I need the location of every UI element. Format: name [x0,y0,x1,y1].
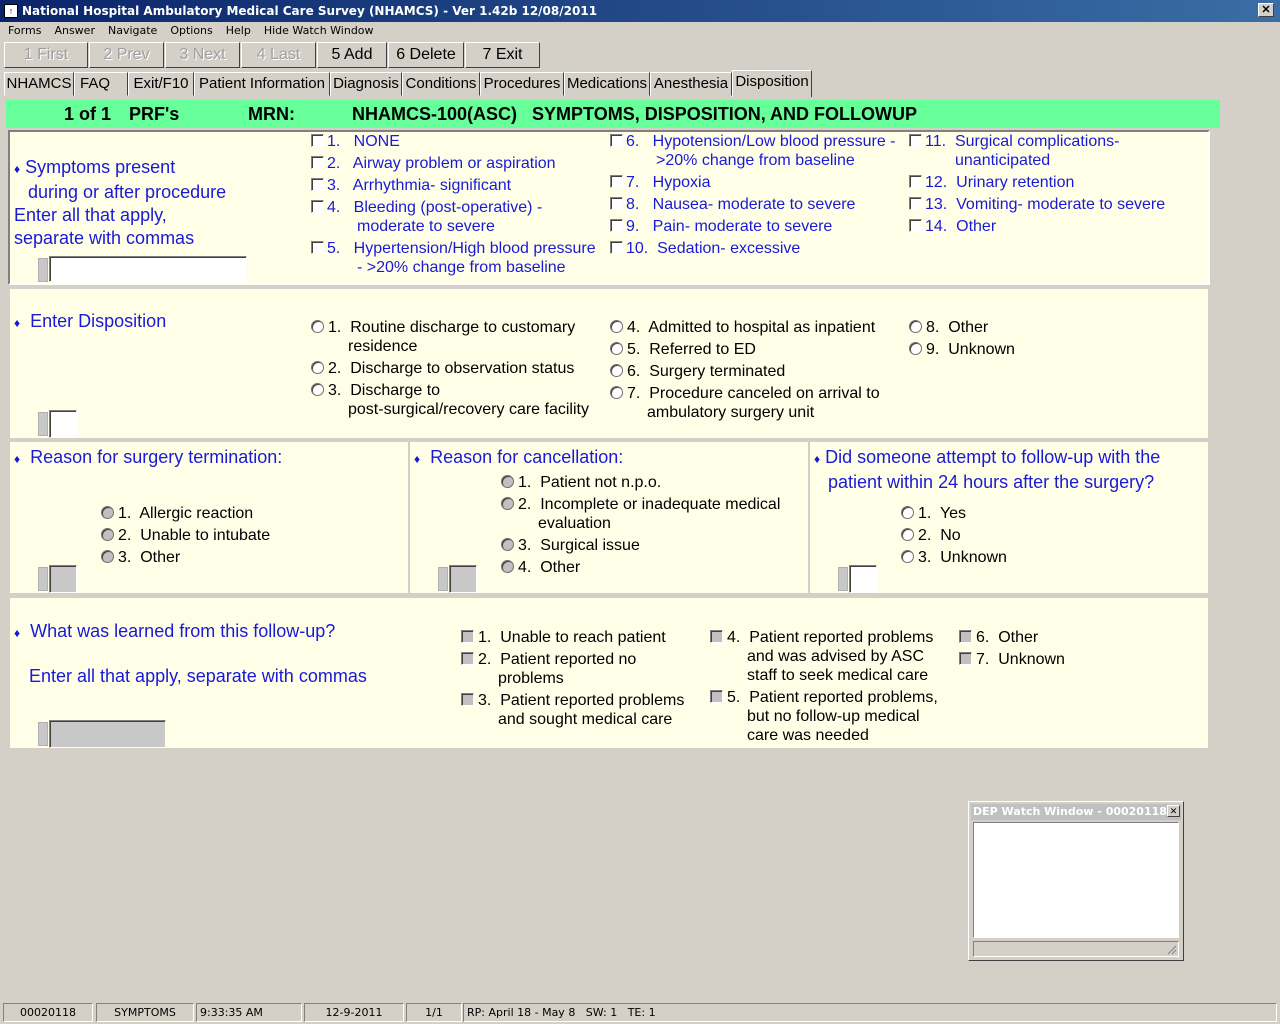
radio-button[interactable] [311,383,324,396]
bullet-icon: ♦ [14,452,21,466]
radio-button[interactable] [610,364,623,377]
tab-disposition[interactable]: Disposition [732,70,812,97]
disposition-option-8: 8. Other [926,319,989,336]
symptom-option-11: 11. Surgical complications- [925,133,1120,150]
disposition-option-7: 7. Procedure canceled on arrival to [627,385,880,402]
disposition-option-1-cont: residence [348,338,418,355]
cancellation-q-text: Reason for cancellation: [430,447,624,467]
cancellation-input[interactable] [449,565,477,593]
radio-button[interactable] [610,342,623,355]
checkbox[interactable] [909,134,922,147]
termination-spinner[interactable] [38,567,48,591]
disposition-option-1: 1. Routine discharge to customary [328,319,576,336]
termination-option-3: 3. Other [118,549,181,566]
tab-faq[interactable]: FAQ [74,72,128,96]
form-header [6,100,1220,128]
termination-option-2: 2. Unable to intubate [118,527,271,544]
prfs-label: PRF's [129,104,180,124]
checkbox[interactable] [610,241,623,254]
symptoms-question [14,156,226,250]
disposition-input[interactable] [49,410,77,438]
checkbox[interactable] [311,200,324,213]
checkbox[interactable] [311,134,324,147]
cancellation-question [414,446,623,471]
disposition-option-4: 4. Admitted to hospital as inpatient [627,319,876,336]
checkbox[interactable] [461,652,474,665]
symptom-option-4-cont: moderate to severe [357,218,495,235]
learned-hint: Enter all that apply, separate with commas [29,666,367,686]
disposition-question [14,310,166,335]
radio-button[interactable] [101,550,114,563]
add-button[interactable]: 5 Add [317,42,387,68]
checkbox[interactable] [710,630,723,643]
learned-option-5-cont2: care was needed [747,727,869,744]
followup-option-yes: 1. Yes [918,505,967,522]
radio-button[interactable] [311,320,324,333]
learned-option-1: 1. Unable to reach patient [478,629,666,646]
learned-option-2-cont: problems [498,670,564,687]
menu-options[interactable]: Options [170,24,213,37]
checkbox[interactable] [610,134,623,147]
radio-button[interactable] [501,475,514,488]
radio-button[interactable] [909,342,922,355]
symptom-option-3: 3. Arrhythmia- significant [327,177,512,194]
prev-button[interactable]: 2 Prev [89,42,164,68]
learned-q-text: What was learned from this follow-up? [30,621,336,641]
menu-answer[interactable]: Answer [54,24,95,37]
window-close-button[interactable]: ✕ [1258,3,1274,17]
learned-spinner[interactable] [38,722,48,746]
watch-window-title[interactable]: DEP Watch Window - 00020118 [971,804,1181,820]
first-button[interactable]: 1 First [4,42,88,68]
symptom-option-12: 12. Urinary retention [925,174,1075,191]
disposition-option-6: 6. Surgery terminated [627,363,786,380]
symptoms-spinner[interactable] [38,258,48,282]
status-date: 12-9-2011 [304,1003,404,1022]
symptom-option-4: 4. Bleeding (post-operative) - [327,199,543,216]
symptom-option-9: 9. Pain- moderate to severe [626,218,833,235]
radio-button[interactable] [901,506,914,519]
checkbox[interactable] [311,156,324,169]
watch-window-status [973,941,1179,957]
status-record: 1/1 [406,1003,462,1022]
symptom-option-11-cont: unanticipated [955,152,1051,169]
form-title: NHAMCS-100(ASC) SYMPTOMS, DISPOSITION, AND FOLLOWUP [352,104,918,124]
watch-window[interactable] [968,801,1184,961]
disposition-option-3-cont: post-surgical/recovery care facility [348,401,589,418]
learned-option-2: 2. Patient reported no [478,651,637,668]
symptom-option-10: 10. Sedation- excessive [626,240,801,257]
disposition-option-5: 5. Referred to ED [627,341,756,358]
symptom-option-6-cont: >20% change from baseline [656,152,855,169]
disposition-panel [10,289,1208,438]
delete-button[interactable]: 6 Delete [388,42,464,68]
checkbox[interactable] [610,175,623,188]
radio-button[interactable] [501,538,514,551]
status-section: SYMPTOMS [96,1003,194,1022]
disposition-spinner[interactable] [38,412,48,436]
termination-input[interactable] [49,565,77,593]
followup-option-no: 2. No [918,527,961,544]
followup-option-unknown: 3. Unknown [918,549,1007,566]
disposition-option-9: 9. Unknown [926,341,1015,358]
radio-button[interactable] [901,528,914,541]
tab-conditions[interactable]: Conditions [402,72,480,96]
status-time: 9:33:35 AM [196,1003,302,1022]
symptom-option-2: 2. Airway problem or aspiration [327,155,556,172]
symptoms-q-line2: during or after procedure [28,182,227,202]
app-icon: ↑ [4,4,18,18]
checkbox[interactable] [959,630,972,643]
checkbox[interactable] [311,178,324,191]
cancellation-option-2-cont: evaluation [538,515,611,532]
symptom-option-5-cont: - >20% change from baseline [357,259,566,276]
symptoms-input[interactable] [49,256,247,282]
menu-help[interactable]: Help [225,24,251,37]
symptoms-q-line1: Symptoms present [25,157,176,177]
tab-procedures[interactable]: Procedures [480,72,564,96]
radio-button[interactable] [101,506,114,519]
radio-button[interactable] [909,320,922,333]
menu-navigate[interactable]: Navigate [107,24,158,37]
window-titlebar[interactable]: National Hospital Ambulatory Medical Care Survey (NHAMCS) - Ver 1.42b 12/08/2011 [0,0,1280,22]
symptom-option-1: 1. NONE [327,133,400,150]
symptom-option-6: 6. Hypotension/Low blood pressure - [626,133,896,150]
tab-exit-f10[interactable]: Exit/F10 [128,72,194,96]
disposition-q-text: Enter Disposition [30,311,167,331]
learned-option-6: 6. Other [976,629,1039,646]
checkbox[interactable] [710,690,723,703]
learned-question [14,620,335,645]
record-counter: 1 of 1 [64,104,112,124]
checkbox[interactable] [909,197,922,210]
watch-window-close-icon[interactable]: ✕ [1167,805,1180,817]
checkbox[interactable] [461,630,474,643]
next-button[interactable]: 3 Next [165,42,240,68]
checkbox[interactable] [461,693,474,706]
last-button[interactable]: 4 Last [241,42,316,68]
status-info: RP: April 18 - May 8 SW: 1 TE: 1 [463,1003,1277,1022]
mrn-label: MRN: [248,104,295,124]
checkbox[interactable] [311,241,324,254]
radio-button[interactable] [901,550,914,563]
followup-q-line1: Did someone attempt to follow-up with the [825,447,1161,467]
cancellation-spinner[interactable] [438,567,448,591]
symptom-option-8: 8. Nausea- moderate to severe [626,196,856,213]
learned-option-5-cont1: but no follow-up medical [747,708,920,725]
learned-option-4-cont1: and was advised by ASC [747,648,924,665]
checkbox[interactable] [909,219,922,232]
symptom-option-13: 13. Vomiting- moderate to severe [925,196,1166,213]
disposition-option-7-cont: ambulatory surgery unit [647,404,815,421]
cancellation-option-4: 4. Other [518,559,581,576]
symptom-option-7: 7. Hypoxia [626,174,711,191]
radio-button[interactable] [610,386,623,399]
radio-button[interactable] [501,560,514,573]
followup-input[interactable] [849,565,877,593]
checkbox[interactable] [909,175,922,188]
menu-bar [0,22,1280,40]
radio-button[interactable] [101,528,114,541]
checkbox[interactable] [610,219,623,232]
symptoms-q-line4: separate with commas [14,228,195,248]
bullet-icon: ♦ [414,452,421,466]
termination-option-1: 1. Allergic reaction [118,505,254,522]
radio-button[interactable] [501,497,514,510]
learned-input[interactable] [49,720,166,748]
disposition-option-3: 3. Discharge to [328,382,441,399]
radio-button[interactable] [311,361,324,374]
bullet-icon: ♦ [814,452,821,466]
followup-q-line2: patient within 24 hours after the surgery? [828,472,1155,492]
learned-option-3: 3. Patient reported problems [478,692,685,709]
checkbox[interactable] [959,652,972,665]
bullet-icon: ♦ [14,626,21,640]
checkbox[interactable] [610,197,623,210]
resize-grip-icon[interactable] [1166,944,1177,955]
learned-option-3-cont: and sought medical care [498,711,673,728]
status-case-id: 00020118 [3,1003,93,1022]
termination-question [14,446,282,471]
cancellation-option-3: 3. Surgical issue [518,537,640,554]
tab-diagnosis[interactable]: Diagnosis [330,72,402,96]
exit-button[interactable]: 7 Exit [465,42,540,68]
symptoms-q-line3: Enter all that apply, [14,205,167,225]
cancellation-option-1: 1. Patient not n.p.o. [518,474,662,491]
learned-option-4: 4. Patient reported problems [727,629,934,646]
bullet-icon: ♦ [14,162,21,176]
menu-forms[interactable]: Forms [8,24,42,37]
symptom-option-5: 5. Hypertension/High blood pressure [327,240,596,257]
learned-option-4-cont2: staff to seek medical care [747,667,929,684]
tab-nhamcs[interactable]: NHAMCS [4,72,74,96]
termination-q-text: Reason for surgery termination: [30,447,283,467]
menu-hide-watch-window[interactable]: Hide Watch Window [263,24,374,37]
symptom-option-14: 14. Other [925,218,997,235]
tab-anesthesia[interactable]: Anesthesia [650,72,732,96]
bullet-icon: ♦ [14,316,21,330]
followup-spinner[interactable] [838,567,848,591]
cancellation-option-2: 2. Incomplete or inadequate medical [518,496,781,513]
radio-button[interactable] [610,320,623,333]
watch-window-body [973,822,1179,938]
disposition-option-2: 2. Discharge to observation status [328,360,575,377]
tab-patient-information[interactable]: Patient Information [194,72,330,96]
learned-option-5: 5. Patient reported problems, [727,689,938,706]
tab-medications[interactable]: Medications [564,72,650,96]
followup-attempt-question [814,446,1160,494]
learned-option-7: 7. Unknown [976,651,1065,668]
